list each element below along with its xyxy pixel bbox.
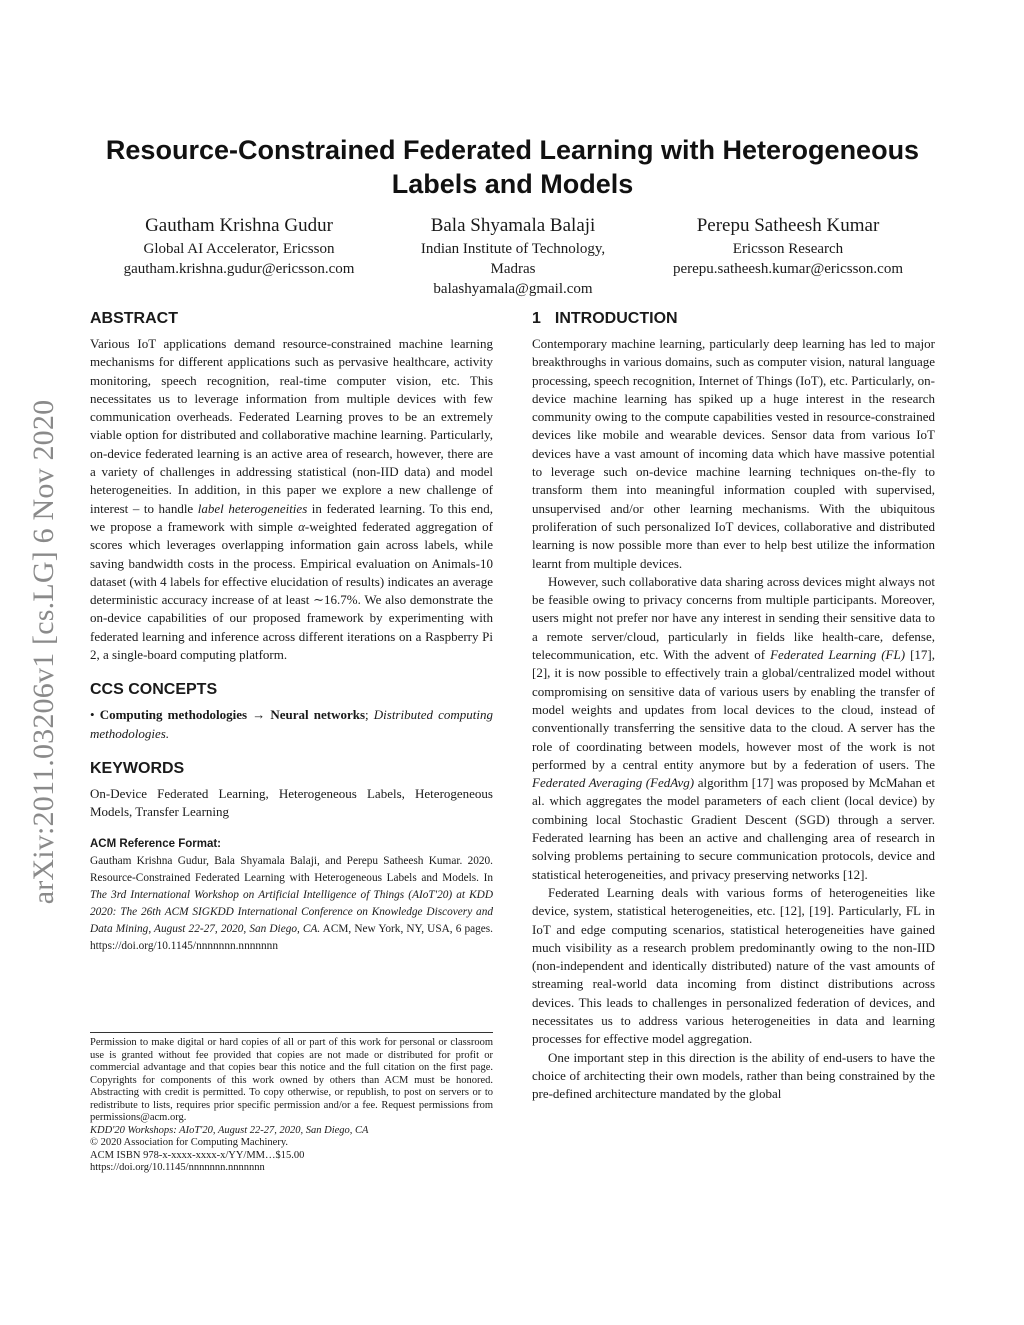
permission-text: Permission to make digital or hard copies of all or part of this work for personal or classroom use is granted without fee provided that copies are not made or distributed for profit or commercial advantage and that copies bear this notice and the full citation on the first page. Copyrights for components of this work owned by others than ACM must be honored. Abstracting with credit is permitted. To copy otherwise, or republish, to post on servers or to redistribute to lists, requires prior specific permission and/or a fee. Request permissions from permissions@acm.org. bbox=[90, 1037, 493, 1123]
section-number: 1 bbox=[532, 310, 541, 327]
arxiv-identifier-stamp: arXiv:2011.03206v1 [cs.LG] 6 Nov 2020 bbox=[27, 399, 60, 905]
abstract-heading: ABSTRACT bbox=[90, 310, 178, 327]
author-block bbox=[98, 213, 380, 279]
author-email: balashyamala@gmail.com bbox=[433, 281, 593, 297]
left-column bbox=[90, 308, 493, 955]
doi-link[interactable]: https://doi.org/10.1145/nnnnnnn.nnnnnnn bbox=[90, 1162, 265, 1173]
keywords-heading: KEYWORDS bbox=[90, 759, 185, 777]
author-block bbox=[398, 213, 628, 299]
isbn-line: ACM ISBN 978-x-xxxx-xxxx-x/YY/MM…$15.00 bbox=[90, 1149, 305, 1161]
intro-paragraph: One important step in this direction is the ability of end-users to have the choice of architecting their own models, rather than being constrained by the pre-defined architecture mandated by the global bbox=[532, 1049, 935, 1102]
acm-reference-heading: ACM Reference Format: bbox=[90, 837, 221, 850]
ccs-concepts-heading: CCS CONCEPTS bbox=[90, 681, 218, 699]
right-column bbox=[532, 308, 935, 1103]
ccs-concepts-text: • Computing methodologies → Neural networks; Distributed computing methodologies. bbox=[90, 707, 493, 741]
paper-title: Resource-Constrained Federated Learning with Heterogeneous Labels and Models bbox=[105, 135, 920, 199]
author-name: Gautham Krishna Gudur bbox=[145, 215, 333, 236]
abstract-text: Various IoT applications demand resource-constrained machine learning mechanisms for different applications such as pervasive healthcare, activity monitoring, speech recognition, real-time computer vision, etc. This necessitates us to leverage information from multiple devices with few communication overheads. Federated Learning proves to be an extremely viable option for distributed and collaborative machine learning. Particularly, on-device federated learning is an active area of research, however, there are a variety of challenges in addressing statistical (non-IID data) and model heterogeneities. In addition, in this paper we explore a new challenge of interest – to handle label heterogeneities in federated learning. To this end, we propose a framework with simple α-weighted federated aggregation of scores which leverages overlapping information gain across labels, while saving bandwidth costs in the process. Empirical evaluation on Animals-10 dataset (with 4 labels for effective elucidation of results) indicates an average deterministic accuracy increase of at least ∼16.7%. We also demonstrate the on-device capabilities of our proposed framework by experimenting with federated learning and inference across different iterations on a Raspberry Pi 2, a single-board computing platform. bbox=[90, 336, 493, 663]
workshop-venue: KDD'20 Workshops: AIoT'20, August 22-27, 2020, San Diego, CA bbox=[90, 1124, 369, 1136]
keywords-text: On-Device Federated Learning, Heterogeneous Labels, Heterogeneous Models, Transfer Learning bbox=[90, 785, 493, 820]
author-name: Perepu Satheesh Kumar bbox=[696, 215, 880, 236]
permission-footnote bbox=[90, 1032, 493, 1175]
author-block bbox=[648, 213, 928, 279]
acm-reference-text: Gautham Krishna Gudur, Bala Shyamala Balaji, and Perepu Satheesh Kumar. 2020. Resource-Constrained Federated Learning with Heterogeneous Labels and Models. In The 3rd International Workshop on Artificial Intelligence of Things (AIoT'20) at KDD 2020: The 26th ACM SIGKDD International Conference on Knowledge Discovery and Data Mining, August 22-27, 2020, San Diego, CA. ACM, New York, NY, USA, 6 pages. https://doi.org/10.1145/nnnnnnn.nnnnnnn bbox=[90, 854, 493, 952]
author-email: gautham.krishna.gudur@ericsson.com bbox=[123, 261, 355, 277]
intro-paragraph: However, such collaborative data sharing across devices might always not be feasible owing to privacy concerns from multiple participants. Moreover, users might not prefer nor have any interest in sending their sensitive data to a remote server/cloud, particularly in fields like health-care, defense, telecommunication, etc. With the advent of Federated Learning (FL) [17], [2], it is now possible to effectively train a global/centralized model without compromising on sensitive data of various users by enabling the transfer of model weights and updates from local devices to the cloud, instead of conventionally transferring the sensitive data to the cloud. A server has the role of coordinating between models, however most of the work is not performed by a central entity anymore but by a federation of users. The Federated Averaging (FedAvg) algorithm [17] was proposed by McMahan et al. which aggregates the model parameters of each client (local device) by combining local Stochastic Gradient Descent (SGD) through a server. Federated learning has been an active and challenging area of research in solving problems pertaining to secure communication protocols, device and statistical heterogeneities, and privacy preserving networks [12]. bbox=[532, 573, 936, 882]
copyright-line: © 2020 Association for Computing Machinery. bbox=[90, 1137, 289, 1148]
author-affiliation: Indian Institute of Technology, Madras bbox=[420, 241, 606, 277]
introduction-heading: 1 INTRODUCTION bbox=[532, 310, 678, 327]
author-email: perepu.satheesh.kumar@ericsson.com bbox=[673, 261, 903, 277]
intro-paragraph: Federated Learning deals with various forms of heterogeneities like device, system, statistical heterogeneities, etc. [12], [19]. Particularly, FL in IoT and edge computing scenarios, statistical heterogeneities have gained much visibility as a research problem predominantly owing to the non-IID (non-independent and identically distributed) nature of the vast amounts of streaming real-world data incoming from distinct distributions across devices. This leads to challenges in personalized federation of devices, and necessitates us to address various heterogeneities in data and learning processes for effective model aggregation. bbox=[532, 884, 935, 1047]
author-name: Bala Shyamala Balaji bbox=[430, 215, 596, 236]
intro-paragraph: Contemporary machine learning, particularly deep learning has led to major breakthroughs in various domains, such as computer vision, natural language processing, speech recognition, Internet of Things (IoT), etc. Particularly, on-device machine learning has spiked up a huge interest in the research community owing to the compute capabilities vested in resource-constrained devices like mobile and wearable devices. Sensor data from various IoT devices have a vast amount of incoming data which have massive potential to leverage such on-device machine learning techniques on-the-fly to transform them into meaningful information coupled with supervised, unsupervised and/or other learning mechanisms. With the ubiquitous proliferation of such personalized IoT devices, collaborative and distributed learning is now possible more than ever to help best utilize the information learnt from multiple devices. bbox=[532, 336, 935, 571]
author-affiliation: Global AI Accelerator, Ericsson bbox=[143, 241, 335, 257]
author-affiliation: Ericsson Research bbox=[732, 241, 844, 257]
